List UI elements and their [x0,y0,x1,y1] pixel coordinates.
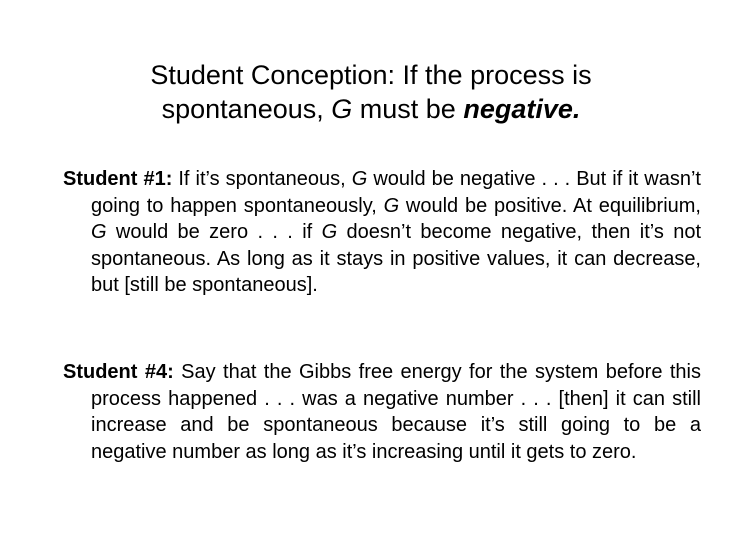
title-line-2-mid: must be [352,94,464,124]
title-line-1: Student Conception: If the process is [150,60,592,90]
quote-text: would be zero . . . if [106,221,322,243]
student-4-label: Student #4: [63,361,174,383]
quote-text: would be negative . . . But if it wasn’t going to happen spontaneously, [91,168,701,217]
quote-text: If it’s spontaneous, [172,168,352,190]
student-4-quote [63,359,701,465]
student-1-label: Student #1: [63,168,173,190]
variable-g: G [321,221,338,243]
variable-g: G [383,194,400,217]
quote-text: doesn’t become negative, then it’s not spontaneous. As long as it stays in positive values, it can decrease, but [still be spontaneous]. [91,221,701,296]
variable-g: G [351,168,368,190]
title-variable-g: G [331,94,353,124]
title-line-2-prefix: spontaneous, [161,94,332,124]
student-1-quote [63,166,701,299]
title-emphasis: negative. [463,94,581,124]
quote-text: would be positive. At equilibrium, [399,194,701,217]
quote-text: Say that the Gibbs free energy for the system before this process happened . . . was a negative number . . . [then] it can still increase and be spontaneous because it’s still going to be a negative number as long as it’s increasing until it gets to zero. [91,361,701,463]
slide-title [40,58,702,126]
variable-g: G [91,221,107,243]
